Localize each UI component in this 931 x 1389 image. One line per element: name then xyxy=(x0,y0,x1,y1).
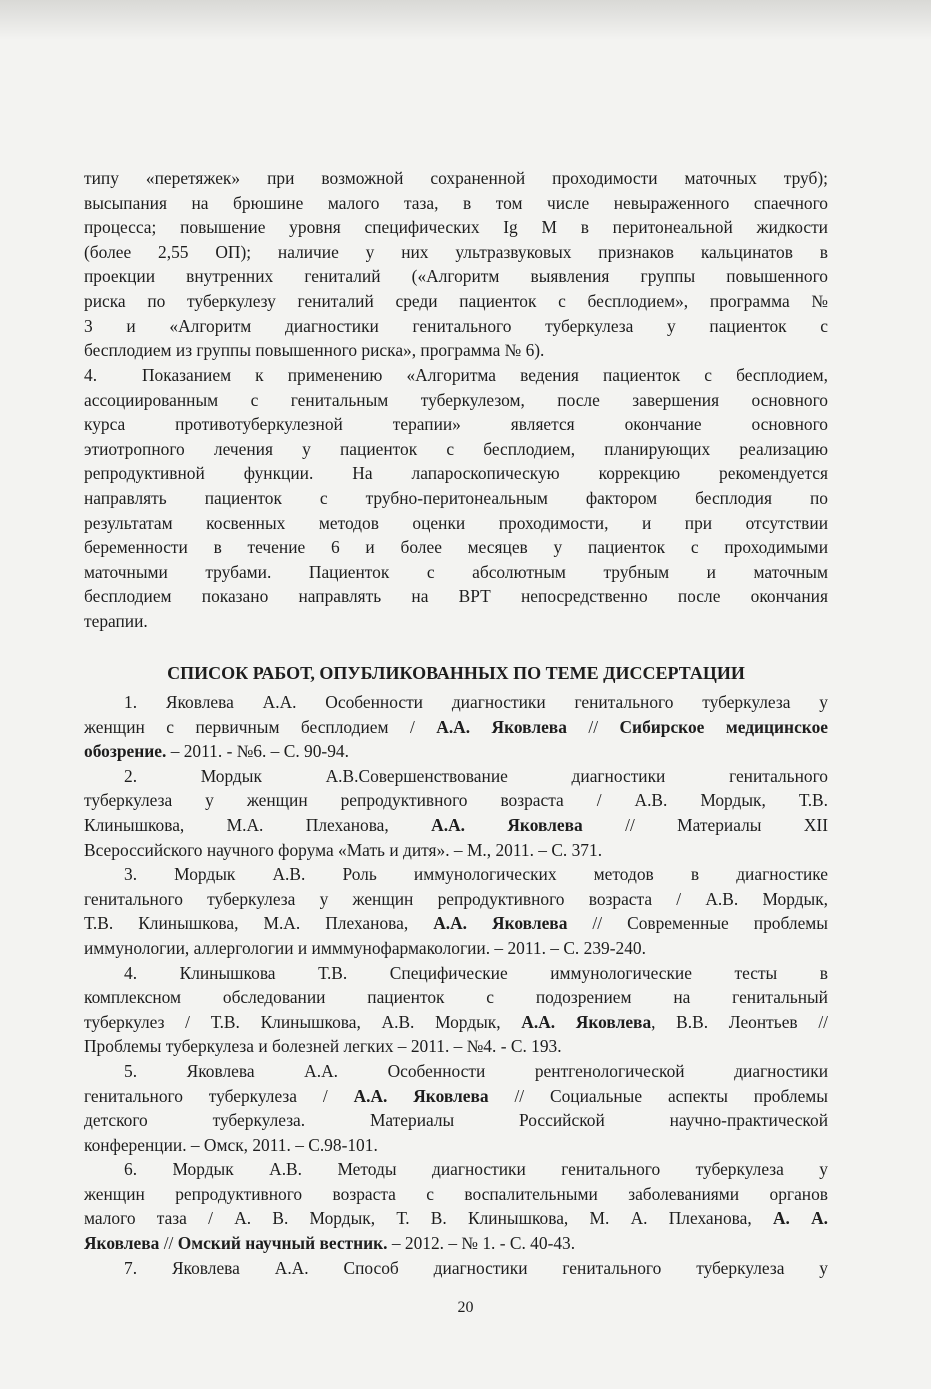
author-bold: А.А. Яковлева xyxy=(436,716,567,737)
text-line: (более 2,55 ОП); наличие у них ультразвуковых признаков кальцинатов в xyxy=(84,241,828,262)
text-run: генитального туберкулеза / xyxy=(84,1085,354,1106)
text-line: курса противотуберкулезной терапии» является окончание основного xyxy=(84,414,828,435)
text-line: иммунологии, аллергологии и имммунофармакологии. – 2011. – С. 239-240. xyxy=(84,937,646,958)
text-run: // Современные проблемы xyxy=(567,913,828,934)
text-line xyxy=(84,1206,828,1231)
paragraph-item-3-continuation xyxy=(84,166,828,363)
text-line: 4. Клинышкова Т.В. Специфические иммунологические тесты в xyxy=(124,962,828,983)
author-bold: А.А. Яковлева xyxy=(431,814,583,835)
text-line: Показанием к применению «Алгоритма ведения пациенток с бесплодием, xyxy=(142,365,828,385)
text-line xyxy=(84,911,828,936)
text-line: репродуктивной функции. На лапароскопическую коррекцию рекомендуется xyxy=(84,463,828,484)
page-number: 20 xyxy=(457,1299,474,1316)
text-run: Т.В. Клинышкова, М.А. Плеханова, xyxy=(84,913,434,934)
text-line: Всероссийского научного форума «Мать и дитя». – М., 2011. – С. 371. xyxy=(84,839,603,860)
reference-item xyxy=(84,961,828,1059)
journal-bold: Омский научный вестник. xyxy=(177,1233,388,1254)
text-line: проекции внутренних гениталий («Алгоритм выявления группы повышенного xyxy=(84,266,828,287)
text-line: маточными трубами. Пациенток с абсолютным трубным и маточным xyxy=(84,561,828,582)
text-line: 2. Мордык А.В.Совершенствование диагностики генитального xyxy=(124,765,828,786)
author-bold: Яковлева xyxy=(84,1233,160,1254)
text-line xyxy=(84,1010,828,1035)
text-run: // xyxy=(566,716,620,737)
reference-item xyxy=(84,764,828,862)
text-line: детского туберкулеза. Материалы Российской научно-практической xyxy=(84,1110,828,1131)
paragraph-item-4 xyxy=(84,363,828,634)
text-line xyxy=(84,715,828,740)
text-line: направлять пациенток с трубно-перитонеальным фактором бесплодия по xyxy=(84,487,828,508)
text-run: Клинышкова, М.А. Плеханова, xyxy=(84,814,432,835)
text-line xyxy=(84,1231,828,1256)
text-line: 3. Мордык А.В. Роль иммунологических методов в диагностике xyxy=(124,864,828,885)
text-line xyxy=(84,813,828,838)
text-run: – 2012. – № 1. - С. 40-43. xyxy=(387,1233,576,1254)
reference-item xyxy=(84,862,828,960)
text-run: , В.В. Леонтьев // xyxy=(651,1011,828,1032)
item-number: 4. xyxy=(84,365,98,385)
text-line: этиотропного лечения у пациенток с бесплодием, планирующих реализацию xyxy=(84,438,828,459)
journal-bold: обозрение. xyxy=(84,741,167,762)
text-run: – 2011. - №6. – С. 90-94. xyxy=(166,741,349,762)
text-line: терапии. xyxy=(84,610,148,631)
text-line: Проблемы туберкулеза и болезней легких – 2011. – №4. - С. 193. xyxy=(84,1036,562,1057)
text-line: типу «перетяжек» при возможной сохраненной проходимости маточных труб); xyxy=(84,168,828,188)
text-line: 5. Яковлева А.А. Особенности рентгенологической диагностики xyxy=(124,1060,828,1081)
reference-item xyxy=(84,1157,828,1255)
text-line: генитального туберкулеза у женщин репродуктивного возраста / А.В. Мордык, xyxy=(84,888,828,909)
text-line: бесплодием из группы повышенного риска», программа № 6). xyxy=(84,340,545,361)
reference-item xyxy=(84,690,828,764)
author-bold: А.А. Яковлева xyxy=(433,913,568,934)
text-run: // xyxy=(159,1233,178,1254)
author-bold: А.А. Яковлева xyxy=(521,1011,652,1032)
text-line: ассоциированным с генитальным туберкулезом, после завершения основного xyxy=(84,389,828,410)
reference-item xyxy=(84,1059,828,1157)
author-bold: А.А. Яковлева xyxy=(353,1085,489,1106)
text-run: // Социальные аспекты проблемы xyxy=(488,1085,828,1106)
text-line: результатам косвенных методов оценки проходимости, и при отсутствии xyxy=(84,512,828,533)
section-heading: СПИСОК РАБОТ, ОПУБЛИКОВАННЫХ ПО ТЕМЕ ДИССЕРТАЦИИ xyxy=(167,663,745,683)
text-line xyxy=(84,739,828,764)
text-line: риска по туберкулезу гениталий среди пациенток с бесплодием», программа № xyxy=(84,290,828,311)
reference-item xyxy=(84,1256,828,1281)
text-line: 1. Яковлева А.А. Особенности диагностики генитального туберкулеза у xyxy=(124,692,828,712)
text-line: бесплодием показано направлять на ВРТ непосредственно после окончания xyxy=(84,586,828,607)
text-run: малого таза / А. В. Мордык, Т. В. Клинышкова, М. А. Плеханова, xyxy=(84,1208,773,1229)
text-line xyxy=(84,1084,828,1109)
journal-bold: Сибирское медицинское xyxy=(619,716,828,737)
numbered-line xyxy=(84,363,828,388)
text-line: 6. Мордык А.В. Методы диагностики генитального туберкулеза у xyxy=(124,1159,828,1180)
text-line: конференции. – Омск, 2011. – С.98-101. xyxy=(84,1134,378,1155)
text-run: женщин с первичным бесплодием / xyxy=(84,716,437,737)
text-line: 3 и «Алгоритм диагностики генитального туберкулеза у пациенток с xyxy=(84,315,828,336)
text-line: туберкулеза у женщин репродуктивного возраста / А.В. Мордык, Т.В. xyxy=(84,790,828,811)
references-list xyxy=(84,690,828,1280)
text-line: высыпания на брюшине малого таза, в том числе невыраженного спаечного xyxy=(84,192,828,213)
scan-shadow xyxy=(0,0,931,40)
text-line: 7. Яковлева А.А. Способ диагностики генитального туберкулеза у xyxy=(124,1257,828,1278)
text-run: туберкулез / Т.В. Клинышкова, А.В. Мордык, xyxy=(84,1011,522,1032)
text-line: женщин репродуктивного возраста с воспалительными заболеваниями органов xyxy=(84,1183,828,1204)
text-run: // Материалы XII xyxy=(582,814,829,835)
author-bold: А. А. xyxy=(772,1208,828,1229)
text-line: процесса; повышение уровня специфических Ig M в перитонеальной жидкости xyxy=(84,217,828,238)
text-line: комплексном обследовании пациенток с подозрением на генитальный xyxy=(84,987,828,1008)
text-line: беременности в течение 6 и более месяцев у пациенток с проходимыми xyxy=(84,537,828,558)
